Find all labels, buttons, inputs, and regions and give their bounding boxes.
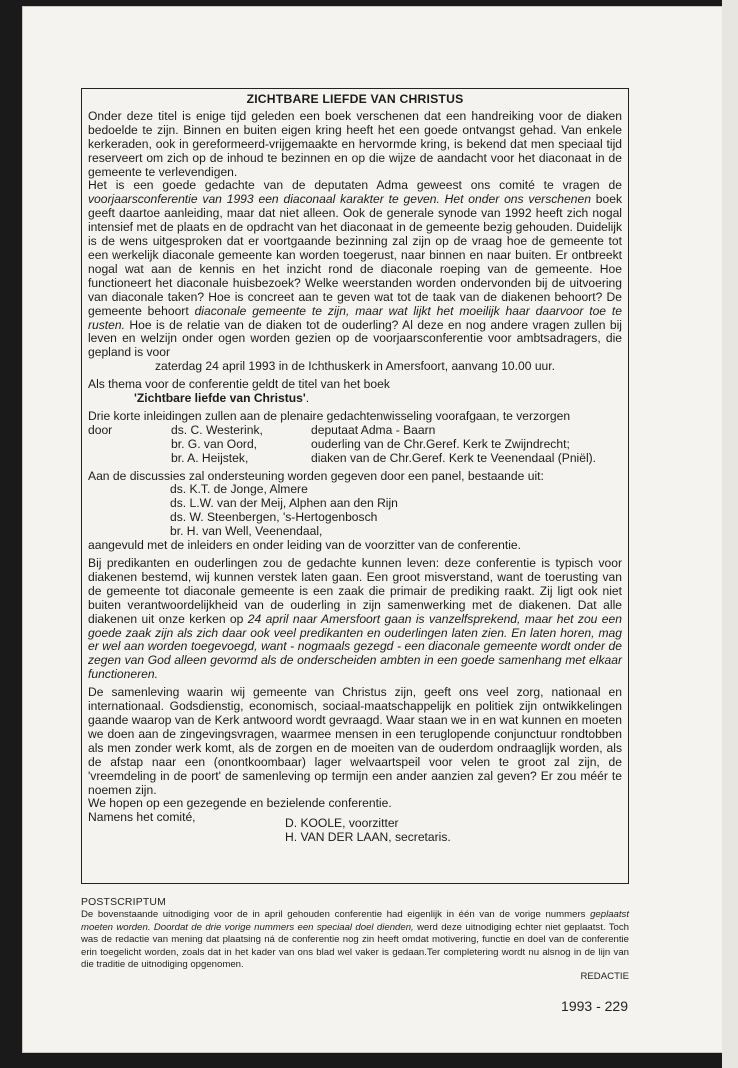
paragraph-hope: We hopen op een gezegende en bezielende conferentie.	[88, 796, 392, 811]
postscript-signature: REDACTIE	[580, 971, 629, 983]
text: .	[305, 391, 310, 406]
speaker-name: br. G. van Oord,	[171, 436, 258, 451]
signer-secretary: H. VAN DER LAAN, secretaris.	[285, 830, 451, 845]
page-number: 1993 - 229	[561, 998, 628, 1014]
scan-edge	[722, 0, 738, 1068]
postscript	[81, 897, 629, 984]
speakers-door: door	[88, 422, 113, 437]
theme-title: 'Zichtbare liefde van Christus'	[134, 391, 306, 406]
text: Onder deze titel is enige tijd geleden een boek verschenen dat een handreiking voor de diaken bedoelde te zijn. Binnen en buiten eigen kring heeft het een goede ontvangst gehad. Van enkele kerkeraden, ook in gereformeerd-vrijgemaakte en hervormde kring, is bekend dat men speciaal tijd reserveert om zich op de inhoud te bezinnen en op die wijze de aandacht voor het diaconaat in de gemeente te verlevendigen.	[88, 108, 622, 179]
text: boek geeft daartoe aanleiding, maar dat niet alleen. Ook de generale synode van 1992 heeft zich nogal intensief met de plaats en de opdracht van het diaconaat in de gemeente bezig gehouden. Duidelijk is de wens uitgesproken dat er voortgaande bezinning zal zijn op de vraag hoe de gemeente tot een werkelijk diaconale gemeente kan worden toegerust, naar binnen en naar buiten. Er ontbreekt nogal wat aan de kennis en het inzicht rond de diaconale roeping van de gemeente. Hoe functioneert het diaconale huisbezoek? Welke weerstanden worden ondervonden bij de uitvoering van diaconale taken? Hoe is concreet aan te geven wat tot de taak van de diakenen behoort? De gemeente behoort	[88, 192, 622, 318]
panel-member: br. H. van Well, Veenendaal,	[170, 524, 323, 539]
panel-intro: Aan de discussies zal ondersteuning worden gegeven door een panel, bestaande uit:	[88, 468, 544, 483]
panel-end: aangevuld met de inleiders en onder leiding van de voorzitter van de conferentie.	[88, 538, 521, 553]
text: Bij predikanten en ouderlingen zou de gedachte kunnen leven: deze conferentie is typisch voor diakenen bestemd, wij kunnen verstek laten gaan. Een groot misverstand, want de toerusting van de gemeente tot diaconale gemeente is een zaak die primair de prediking raakt. Zij ligt ook niet buiten verantwoordelijkheid van de ouderling in zijn samenwerking met de diakenen. Dat alle diakenen uit onze kerken op	[88, 556, 622, 626]
speaker-row	[88, 424, 622, 438]
text-italic: 24 april	[247, 611, 289, 626]
theme-intro: Als thema voor de conferentie geldt de titel van het boek	[88, 377, 390, 392]
invitation-box	[81, 88, 629, 884]
postscript-text	[81, 909, 629, 971]
conference-date: zaterdag 24 april 1993 in de Ichthuskerk in Amersfoort, aanvang 10.00 uur.	[154, 359, 556, 374]
signer-chair: D. KOOLE, voorzitter	[285, 816, 399, 831]
text: Hoe is de relatie van de diaken tot de ouderling? Al deze en nog andere vragen zullen bij leven en welzijn onder ogen worden gezien op de voorjaarsconferentie voor ambtsadragers, die gepland is voor	[88, 317, 622, 360]
paragraph-officebearers	[88, 557, 622, 682]
speaker-role: diaken van de Chr.Geref. Kerk te Veenendaal (Pniël).	[311, 450, 597, 465]
text-italic: diaconale gemeente te zijn, maar wat lijkt het moeilijk haar daarvoor toe te rusten.	[88, 303, 622, 332]
text-italic: geplaatst moeten worden. Doordat de drie vorige nummers een speciaal doel dienden,	[81, 909, 630, 933]
speaker-row	[88, 452, 622, 466]
text-italic: voorjaarsconferentie van 1993 een diaconaal karakter te geven. Het onder ons verschenen	[88, 192, 591, 207]
text-italic: naar Amersfoort gaan is vanzelfsprekend, maar het zou een goede zaak zijn als zich daar ook veel predikanten en ouderlingen laten zien. En laten horen, mag er wel aan worden toegevoegd, want - nogmaals gezegd - een diaconale gemeente wordt onder de zegen van God alleen gevormd als de onderscheiden ambten in een goede samenhang met elkaar functioneren.	[88, 611, 622, 682]
text: De bovenstaande uitnodiging voor de in april gehouden conferentie had eigenlijk in één van de vorige nummers	[81, 909, 586, 921]
panel-member: ds. L.W. van der Meij, Alphen aan den Rijn	[170, 496, 398, 511]
panel-member: ds. K.T. de Jonge, Almere	[170, 482, 308, 497]
speakers-intro: Drie korte inleidingen zullen aan de plenaire gedachtenwisseling voorafgaan, te verzorgen	[88, 408, 571, 423]
theme-line	[88, 392, 622, 406]
text: werd deze uitnodiging echter niet geplaatst. Toch was de redactie van mening dat plaatsing ná de conferentie nog zin heeft omdat motivering, functie en doel van de conferentie erin toegelicht worden, zoals dat in het kader van ons blad wel vaker is gedaan.Ter completering wordt nu alsnog in de lijn van die traditie de uitnodiging opgenomen.	[81, 921, 629, 971]
paragraph-conference	[88, 179, 622, 360]
panel-member: ds. W. Steenbergen, 's-Hertogenbosch	[170, 510, 378, 525]
paragraph-intro	[88, 110, 622, 180]
text: Het is een goede gedachte van de deputaten Adma geweest ons comité te vragen de	[88, 178, 622, 193]
paragraph-society: De samenleving waarin wij gemeente van Christus zijn, geeft ons veel zorg, nationaal en internationaal. Godsdienstig, economisch, sociaal-maatschappelijk en politiek zijn ontwikkelingen gaande waarop van de Kerk antwoord wordt gevraagd. Waar staan we in en wat kunnen en moeten we doen aan de zingevingsvragen, waarmee mensen in een teruglopende conjunctuur rondtobben als men zonder werk komt, als de zorgen en de moeiten van de ouderdom ondraaglijk worden, als de afstap naar een (onontkoombaar) lager welvaartspeil voor velen te groot zal zijn, de 'vreemdeling in de poort' de samenleving op termijn een ander aanzien zal geven? Er zou méér te noemen zijn.	[88, 685, 622, 797]
signature-block	[88, 811, 622, 831]
postscript-heading: POSTSCRIPTUM	[81, 897, 166, 908]
speaker-row	[88, 438, 622, 452]
speaker-name: ds. C. Westerink,	[171, 422, 263, 437]
speaker-role: ouderling van de Chr.Geref. Kerk te Zwijndrecht;	[311, 436, 570, 451]
closing: Namens het comité,	[88, 810, 196, 825]
speaker-role: deputaat Adma - Baarn	[311, 422, 436, 437]
speaker-name: br. A. Heijstek,	[171, 450, 249, 465]
article-title: ZICHTBARE LIEFDE VAN CHRISTUS	[246, 92, 464, 106]
